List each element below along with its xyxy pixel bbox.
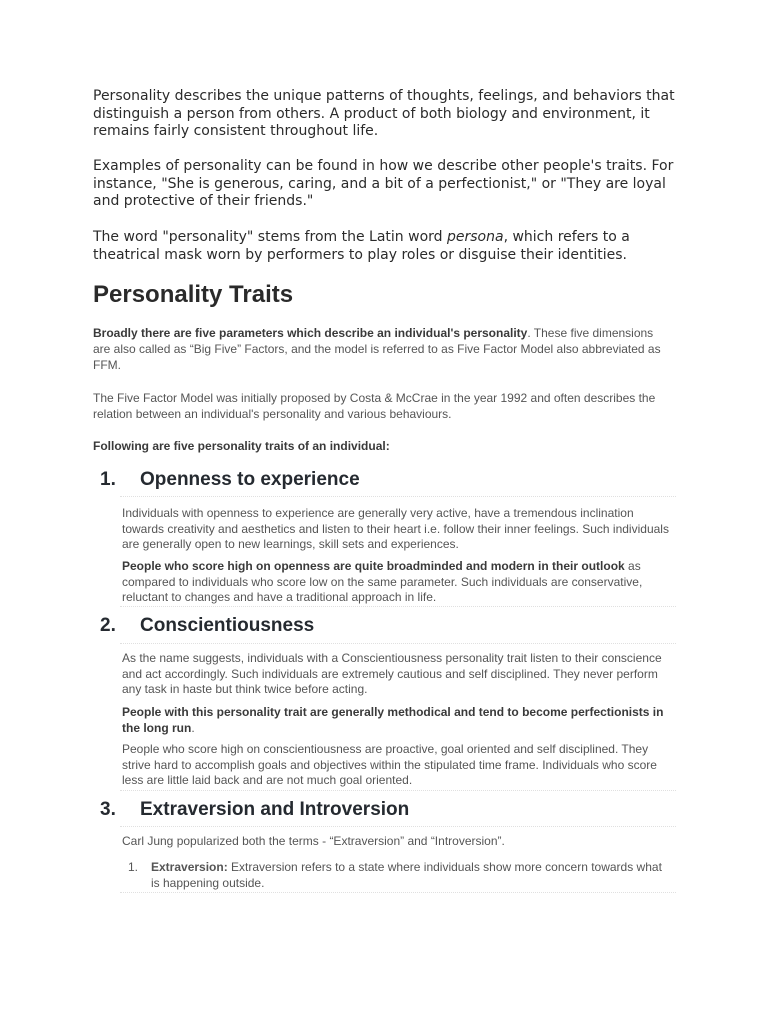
list-item-number: 1. [128, 860, 139, 874]
overview-paragraph-3 [93, 438, 673, 454]
divider [120, 496, 676, 497]
list-item-rest: Extraversion refers to a state where individuals show more concern towards what is happening outside. [151, 860, 662, 890]
intro-paragraph-1: Personality describes the unique patterns of thoughts, feelings, and behaviors that distinguish a person from others. A product of both biology and environment, it remains fairly consistent throughout life. [93, 88, 675, 139]
trait-number: 3. [100, 799, 116, 820]
conscientiousness-paragraph-2 [122, 705, 674, 736]
list-item [128, 860, 673, 891]
divider [120, 826, 676, 827]
conscientiousness-p2-bold: People with this personality trait are generally methodical and tend to become perfectionists in the long run [122, 705, 664, 735]
trait-title: Conscientiousness [140, 615, 315, 636]
openness-p2-bold: People who score high on openness are quite broadminded and modern in their outlook [122, 559, 625, 573]
overview-p1-rest: . These five dimensions are also called as “Big Five” Factors, and the model is referred to as Five Factor Model also abbreviated as FFM. [93, 326, 661, 372]
overview-paragraph-1 [93, 325, 673, 373]
openness-paragraph-2 [122, 559, 674, 606]
trait-number: 1. [100, 469, 116, 490]
latin-word-persona: persona [446, 229, 504, 245]
trait-title: Extraversion and Introversion [140, 799, 410, 820]
divider [120, 892, 676, 893]
divider [120, 790, 676, 791]
trait-heading-openness [100, 469, 360, 491]
trait-number: 2. [100, 615, 116, 636]
openness-p2-rest: as compared to individuals who score low on the same parameter. Such individuals are conservative, reluctant to changes and have a traditional approach in life. [122, 559, 643, 604]
section-title: Personality Traits [93, 281, 294, 308]
list-item-bold: Extraversion: [151, 860, 228, 874]
conscientiousness-paragraph-3: People who score high on conscientiousness are proactive, goal oriented and self disciplined. They strive hard to accomplish goals and objectives within the stipulated time frame. Individuals who score less are little laid back and are not much goal oriented. [122, 742, 657, 787]
list-item-text [151, 860, 673, 891]
intro-paragraph-3 [93, 229, 683, 264]
conscientiousness-paragraph-1: As the name suggests, individuals with a Conscientiousness personality trait listen to their conscience and act accordingly. Such individuals are extremely cautious and self disciplined. They never perform any task in haste but think twice before acting. [122, 651, 662, 696]
trait-heading-conscientiousness [100, 615, 314, 637]
trait-title: Openness to experience [140, 469, 360, 490]
overview-paragraph-2: The Five Factor Model was initially proposed by Costa & McCrae in the year 1992 and often describes the relation between an individual's personality and various behaviours. [93, 391, 656, 421]
overview-p1-bold: Broadly there are five parameters which describe an individual's personality [93, 326, 528, 340]
conscientiousness-p2-rest: . [191, 720, 195, 735]
trait-heading-extraversion [100, 799, 409, 821]
overview-p3-bold: Following are five personality traits of an individual: [93, 439, 390, 453]
extraversion-paragraph-1: Carl Jung popularized both the terms - “Extraversion” and “Introversion”. [122, 834, 505, 848]
intro-p3-end: , which refers to a theatrical mask worn by performers to play roles or disguise their identities. [93, 229, 630, 263]
intro-p3-start: The word "personality" stems from the Latin word [93, 229, 447, 245]
openness-paragraph-1: Individuals with openness to experience are generally very active, have a tremendous inclination towards creativity and aesthetics and listen to their heart i.e. follow their inner feelings. Such individuals are generally open to new learnings, skill sets and experiences. [122, 506, 669, 551]
divider [120, 643, 676, 644]
intro-paragraph-2: Examples of personality can be found in how we describe other people's traits. For instance, "She is generous, caring, and a bit of a perfectionist," or "They are loyal and protective of their friends." [93, 158, 674, 209]
divider [120, 606, 676, 607]
